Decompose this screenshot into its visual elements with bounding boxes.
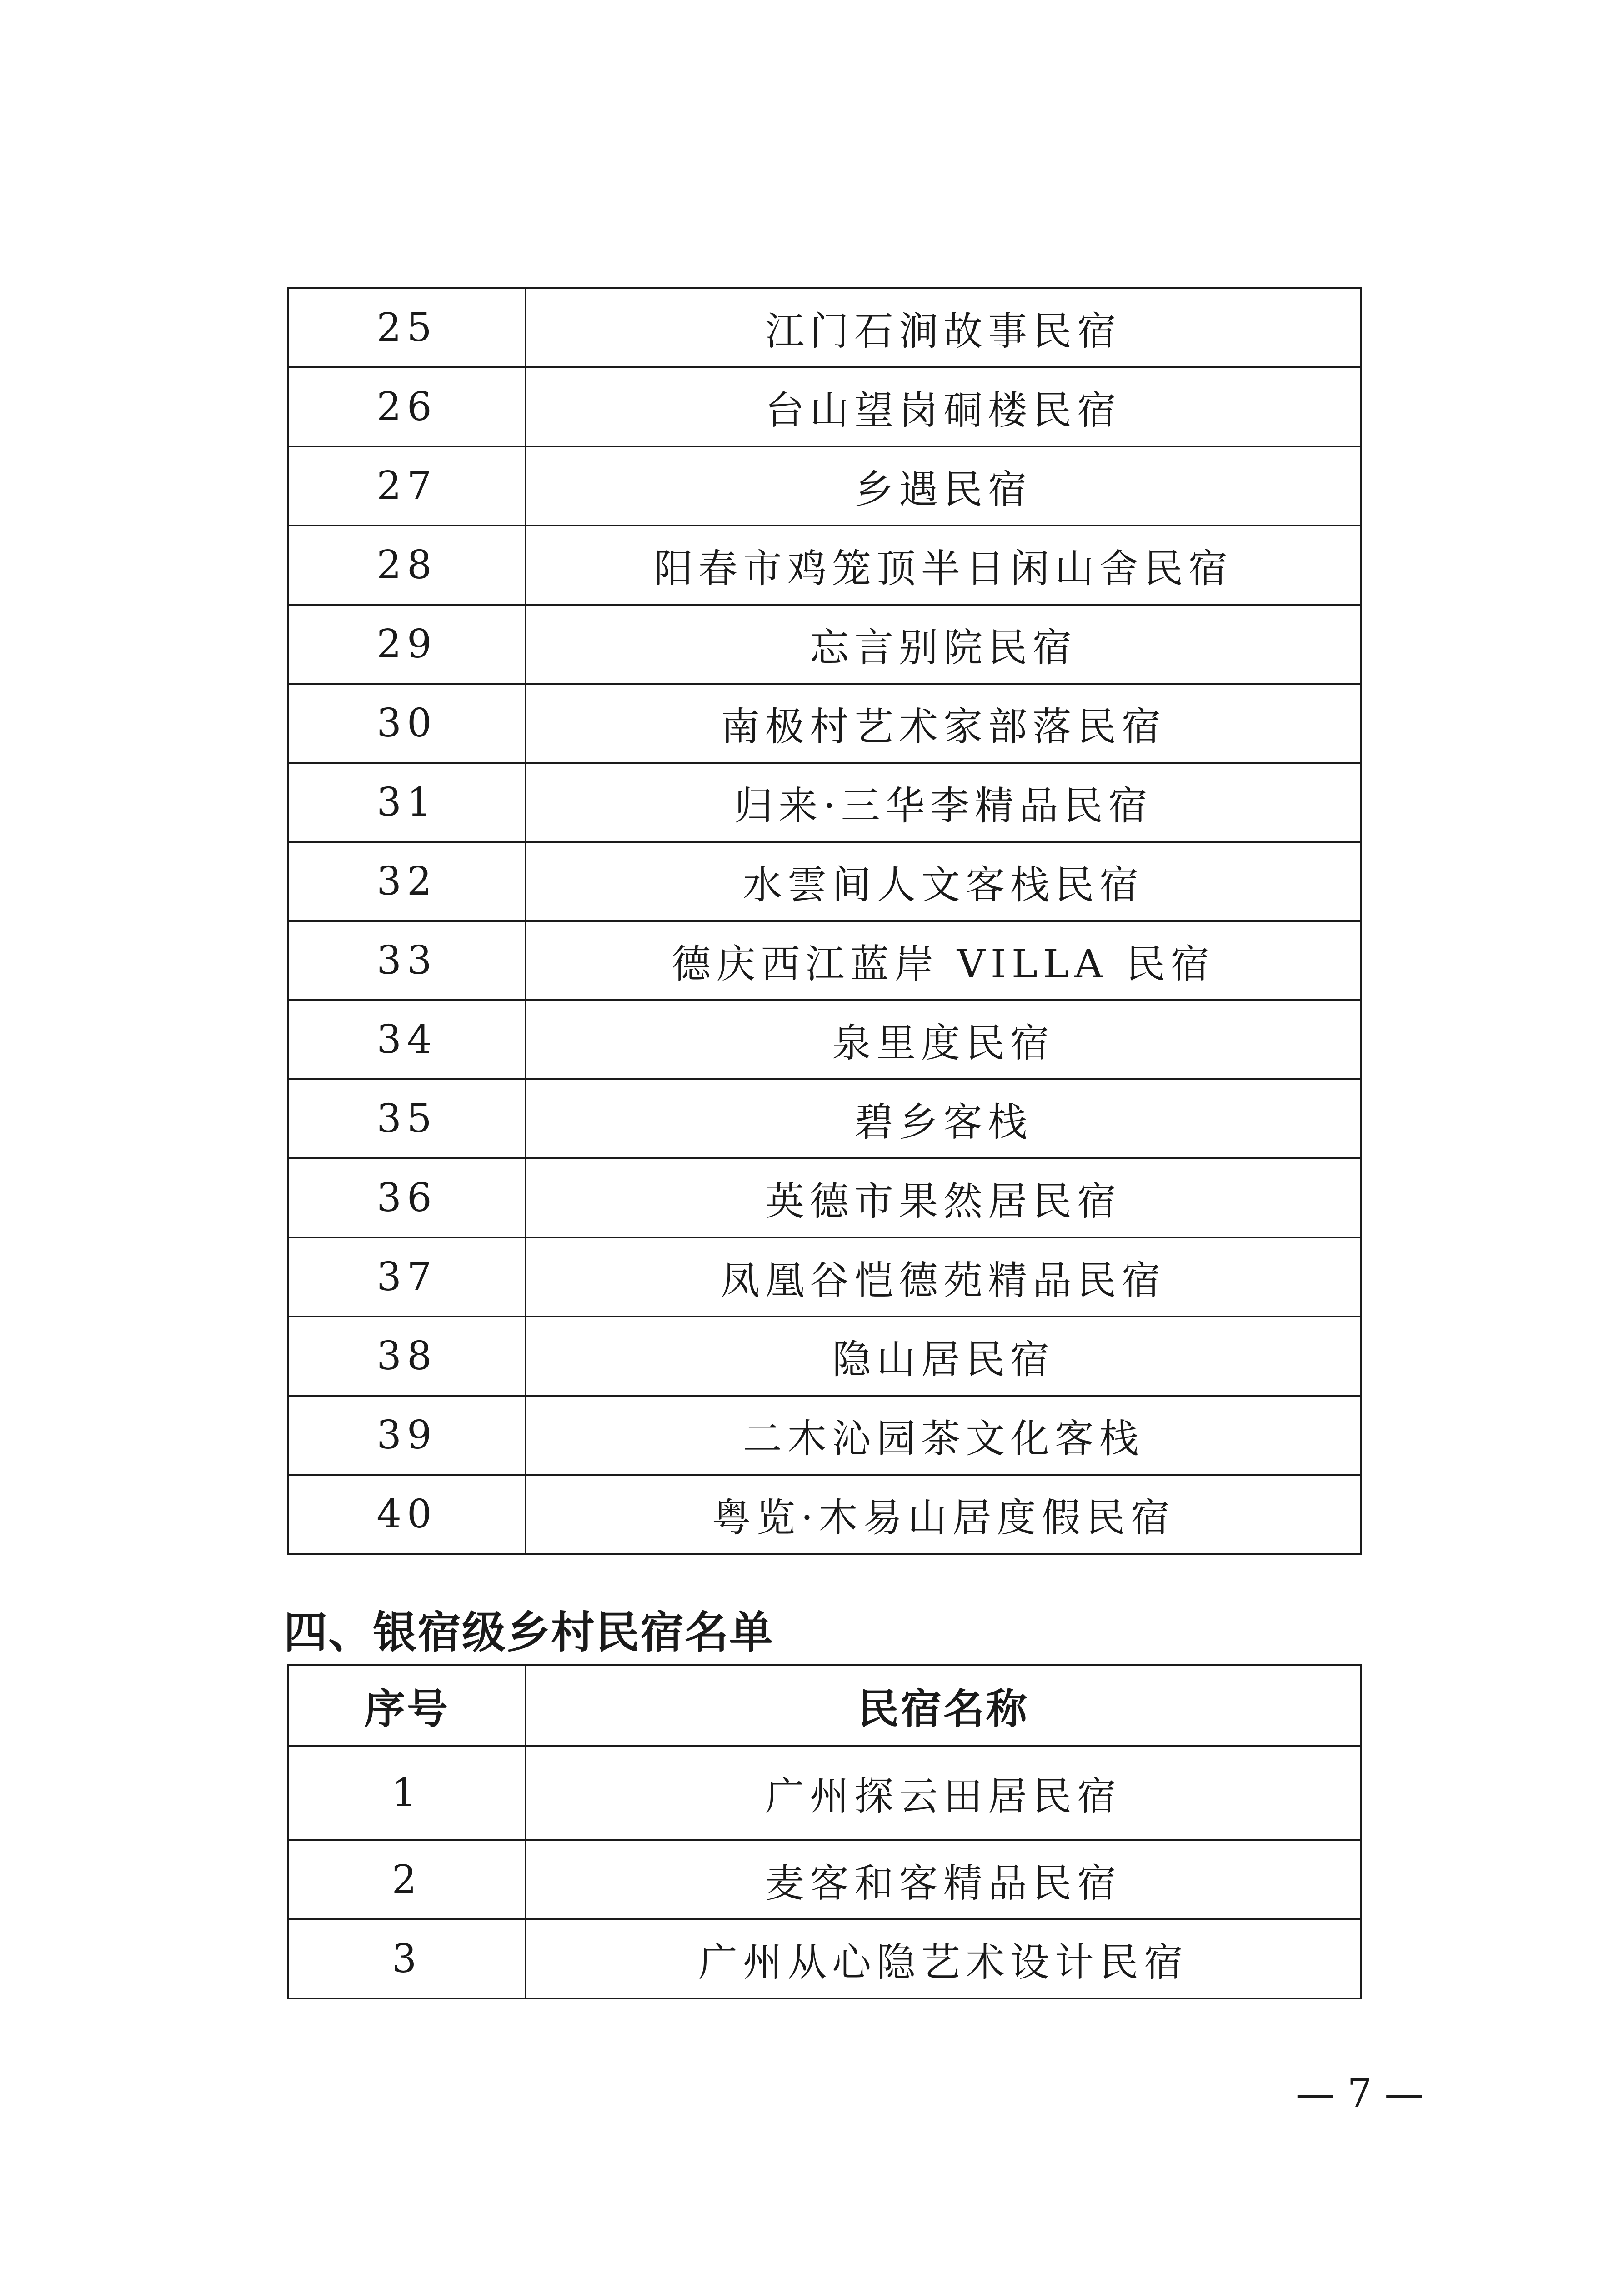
- table-row: [288, 1475, 1361, 1554]
- homestay-name: 南极村艺术家部落民宿: [526, 684, 1361, 763]
- table-row: [288, 1237, 1361, 1317]
- row-number: 38: [288, 1317, 526, 1396]
- homestay-name: 水雲间人文客栈民宿: [526, 842, 1361, 921]
- row-number: 28: [288, 526, 526, 605]
- homestay-name: 凤凰谷恺德苑精品民宿: [526, 1237, 1361, 1317]
- homestay-name: 广州探云田居民宿: [526, 1746, 1361, 1840]
- table-header-row: [288, 1665, 1361, 1746]
- table-row: [288, 1079, 1361, 1158]
- homestay-name: 粤览·木易山居度假民宿: [526, 1475, 1361, 1554]
- table-row: [288, 1000, 1361, 1079]
- table-row: [288, 1158, 1361, 1237]
- homestay-name: 隐山居民宿: [526, 1317, 1361, 1396]
- row-number: 35: [288, 1079, 526, 1158]
- table-row: [288, 1840, 1361, 1919]
- homestay-name: 广州从心隐艺术设计民宿: [526, 1919, 1361, 1998]
- row-number: 37: [288, 1237, 526, 1317]
- row-number: 27: [288, 446, 526, 526]
- homestay-name: 麦客和客精品民宿: [526, 1840, 1361, 1919]
- table-row: [288, 605, 1361, 684]
- row-number: 1: [288, 1746, 526, 1840]
- table-row: [288, 446, 1361, 526]
- row-number: 33: [288, 921, 526, 1000]
- homestay-name: 台山望岗硐楼民宿: [526, 367, 1361, 446]
- row-number: 26: [288, 367, 526, 446]
- homestay-name: 二木沁园茶文化客栈: [526, 1396, 1361, 1475]
- table-row: [288, 1746, 1361, 1840]
- row-number: 29: [288, 605, 526, 684]
- silver-homestay-table: [287, 1664, 1362, 1999]
- page-number: — 7 —: [1296, 2071, 1424, 2116]
- table-row: [288, 526, 1361, 605]
- table-row: [288, 842, 1361, 921]
- row-number: 3: [288, 1919, 526, 1998]
- homestay-name: 碧乡客栈: [526, 1079, 1361, 1158]
- column-header-name: 民宿名称: [526, 1665, 1361, 1746]
- row-number: 40: [288, 1475, 526, 1554]
- row-number: 25: [288, 288, 526, 367]
- row-number: 39: [288, 1396, 526, 1475]
- row-number: 31: [288, 763, 526, 842]
- homestay-name: 泉里度民宿: [526, 1000, 1361, 1079]
- table-row: [288, 684, 1361, 763]
- column-header-number: 序号: [288, 1665, 526, 1746]
- table-row: [288, 1396, 1361, 1475]
- homestay-name: 归来·三华李精品民宿: [526, 763, 1361, 842]
- row-number: 32: [288, 842, 526, 921]
- row-number: 34: [288, 1000, 526, 1079]
- homestay-name: 阳春市鸡笼顶半日闲山舍民宿: [526, 526, 1361, 605]
- table-row: [288, 921, 1361, 1000]
- homestay-name: 忘言别院民宿: [526, 605, 1361, 684]
- homestay-name: 江门石涧故事民宿: [526, 288, 1361, 367]
- table-row: [288, 367, 1361, 446]
- row-number: 30: [288, 684, 526, 763]
- homestay-name: 乡遇民宿: [526, 446, 1361, 526]
- gold-homestay-table-continued: [287, 287, 1362, 1555]
- table-row: [288, 1317, 1361, 1396]
- row-number: 2: [288, 1840, 526, 1919]
- table-row: [288, 1919, 1361, 1998]
- row-number: 36: [288, 1158, 526, 1237]
- section-heading: 四、银宿级乡村民宿名单: [284, 1607, 774, 1658]
- table-row: [288, 288, 1361, 367]
- homestay-name: 德庆西江蓝岸 VILLA 民宿: [526, 921, 1361, 1000]
- homestay-name: 英德市果然居民宿: [526, 1158, 1361, 1237]
- table-row: [288, 763, 1361, 842]
